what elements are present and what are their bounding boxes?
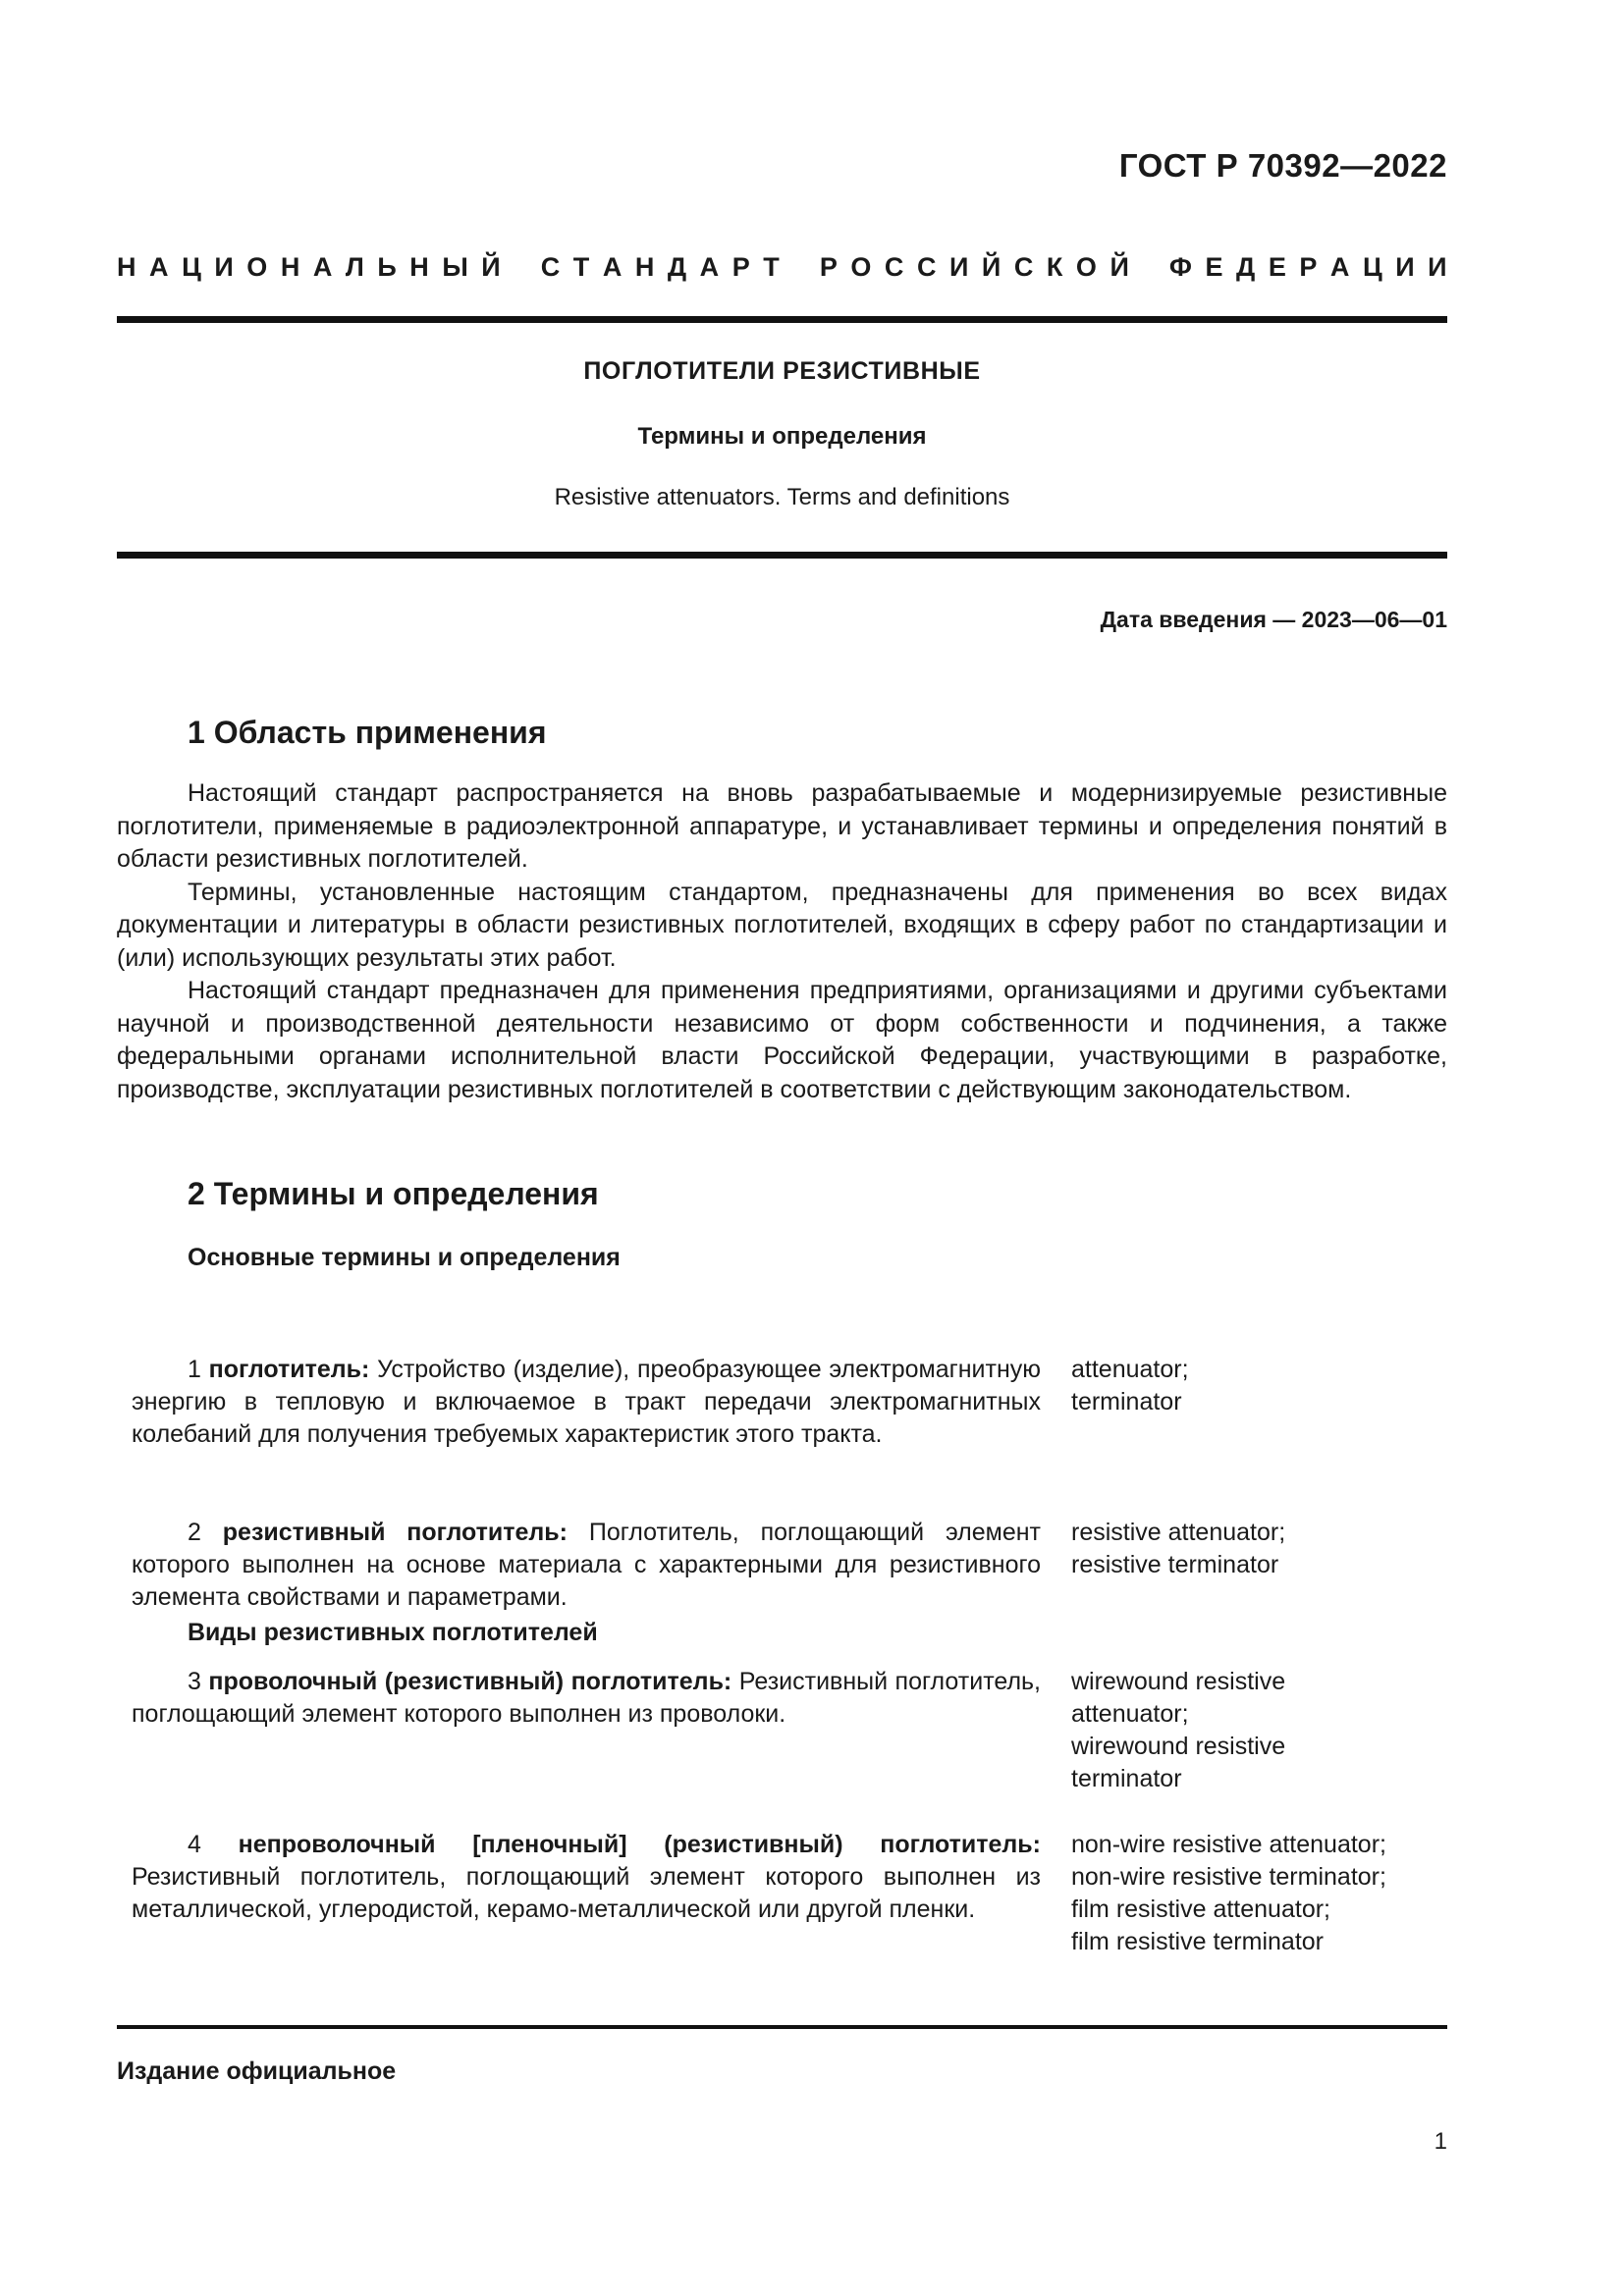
national-title-letter: Й [1110, 252, 1129, 282]
national-title-letter: Р [1299, 252, 1318, 282]
document-subtitle: Термины и определения [637, 423, 927, 450]
term-equivalents [1071, 1829, 1484, 1958]
national-title-letter [1142, 252, 1156, 283]
term-name: проволочный (резистивный) поглотитель: [208, 1668, 732, 1695]
national-standard-title [117, 252, 1447, 283]
national-title-letter: А [149, 252, 169, 282]
term-definition: Устройство (изделие), преобразующее электромагнитную энергию в тепловую и включаемое в тракт передачи электромагнитных колебаний для получения требуемых характеристик этого тракта. [132, 1356, 1041, 1448]
term-number: 1 [188, 1356, 201, 1383]
equivalent-term: non-wire resistive attenuator; [1071, 1831, 1386, 1858]
section-1-paragraph: Термины, установленные настоящим стандартом, предназначены для применения во всех видах документации и литературы в области резистивных поглотителей, входящих в сферу работ по стандартизации и (или) использующих результаты этих работ. [117, 878, 1447, 972]
term-name: непроволочный [пленочный] (резистивный) поглотитель: [238, 1831, 1041, 1858]
national-title-letter: А [699, 252, 720, 282]
section-1-heading: 1 Область применения [188, 715, 547, 750]
national-title-letter: А [1329, 252, 1350, 282]
national-title-letter: И [1395, 252, 1415, 282]
term-entry [132, 1829, 1041, 1926]
national-title-letter: Т [763, 252, 780, 282]
national-title-letter: С [540, 252, 561, 282]
term-entry [132, 1517, 1041, 1614]
national-title-letter: К [1046, 252, 1063, 282]
national-title-letter: Л [345, 252, 364, 282]
national-title-letter: Н [634, 252, 655, 282]
national-title-letter: Д [667, 252, 687, 282]
section-2-subheading: Основные термины и определения [188, 1244, 621, 1271]
term-entry [132, 1354, 1041, 1451]
document-english-title: Resistive attenuators. Terms and definitions [554, 484, 1010, 510]
title-rule [117, 552, 1447, 559]
national-title-letter: С [884, 252, 904, 282]
document-title: ПОГЛОТИТЕЛИ РЕЗИСТИВНЫЕ [583, 357, 981, 385]
national-title-letter: С [916, 252, 937, 282]
equivalent-term: attenuator; [1071, 1356, 1189, 1383]
national-title-letter: Д [1236, 252, 1256, 282]
section-1-paragraph: Настоящий стандарт предназначен для применения предприятиями, организациями и другими субъектами научной и производственной деятельности независимо от форм собственности и подчинения, а также федеральными органами исполнительной власти Российской Федерации, участвующими в разработке, производстве, эксплуатации резистивных поглотителей в соответствии с действующим законодательством. [117, 977, 1447, 1103]
page-number: 1 [1434, 2128, 1447, 2155]
equivalent-term: wirewound resistive [1071, 1733, 1286, 1760]
term-equivalents [1071, 1354, 1484, 1418]
national-title-letter: Ь [377, 252, 397, 282]
official-edition-label: Издание официальное [117, 2057, 397, 2085]
term-definition: Поглотитель, поглощающий элемент которого выполнен на основе материала с характерными для резистивного элемента свойствами и параметрами. [132, 1519, 1041, 1611]
document-code: ГОСТ Р 70392—2022 [1118, 147, 1447, 184]
term-number: 3 [188, 1668, 201, 1695]
national-title-letter: Ц [1362, 252, 1382, 282]
national-title-letter: О [246, 252, 268, 282]
section-2-heading: 2 Термины и определения [188, 1176, 599, 1211]
footer-rule [117, 2025, 1447, 2029]
national-title-letter: Ц [182, 252, 201, 282]
introduction-date: Дата введения — 2023—06—01 [1100, 607, 1447, 632]
national-title-letter: Н [409, 252, 429, 282]
equivalent-term: wirewound resistive [1071, 1668, 1286, 1695]
term-name: поглотитель: [208, 1356, 370, 1383]
national-title-letter: А [312, 252, 333, 282]
equivalent-term: film resistive attenuator; [1071, 1896, 1330, 1923]
equivalent-term: film resistive terminator [1071, 1928, 1324, 1955]
section-1-paragraph: Настоящий стандарт распространяется на вновь разрабатываемые и модернизируемые резистивные поглотители, применяемые в радиоэлектронной аппаратуре, и устанавливает термины и определения понятий в области резистивных поглотителей. [117, 779, 1447, 873]
national-title-letter: Й [481, 252, 501, 282]
equivalent-term: non-wire resistive terminator; [1071, 1863, 1386, 1891]
top-rule [117, 316, 1447, 323]
types-subheading: Виды резистивных поглотителей [188, 1619, 598, 1646]
national-title-letter: Е [1268, 252, 1286, 282]
section-1-body [117, 777, 1447, 1106]
national-title-letter: А [602, 252, 623, 282]
equivalent-term: resistive terminator [1071, 1551, 1279, 1578]
equivalent-term: terminator [1071, 1765, 1182, 1792]
national-title-letter: О [1075, 252, 1097, 282]
equivalent-term: resistive attenuator; [1071, 1519, 1286, 1546]
national-title-letter: Е [1205, 252, 1223, 282]
term-entry [132, 1666, 1041, 1731]
term-definition: Резистивный поглотитель, поглощающий элемент которого выполнен из проволоки. [132, 1668, 1041, 1728]
term-number: 4 [188, 1831, 201, 1858]
term-name: резистивный поглотитель: [222, 1519, 568, 1546]
national-title-letter: Т [572, 252, 590, 282]
term-equivalents [1071, 1666, 1484, 1795]
term-equivalents [1071, 1517, 1484, 1581]
term-number: 2 [188, 1519, 201, 1546]
national-title-letter: Н [117, 252, 136, 282]
national-title-letter: Н [280, 252, 300, 282]
term-definition: Резистивный поглотитель, поглощающий элемент которого выполнен из металлической, углеродистой, керамо-металлической или другой пленки. [132, 1863, 1041, 1923]
equivalent-term: terminator [1071, 1388, 1182, 1415]
national-title-letter: Ф [1168, 252, 1192, 282]
national-title-letter: И [214, 252, 234, 282]
national-title-letter: С [1013, 252, 1034, 282]
national-title-letter: Ы [442, 252, 468, 282]
national-title-letter: О [850, 252, 872, 282]
national-title-letter: Й [981, 252, 1001, 282]
national-title-letter [514, 252, 527, 283]
equivalent-term: attenuator; [1071, 1700, 1189, 1728]
national-title-letter [792, 252, 806, 283]
national-title-letter: Р [819, 252, 838, 282]
national-title-letter: И [1428, 252, 1447, 282]
national-title-letter: Р [731, 252, 750, 282]
national-title-letter: И [948, 252, 969, 282]
